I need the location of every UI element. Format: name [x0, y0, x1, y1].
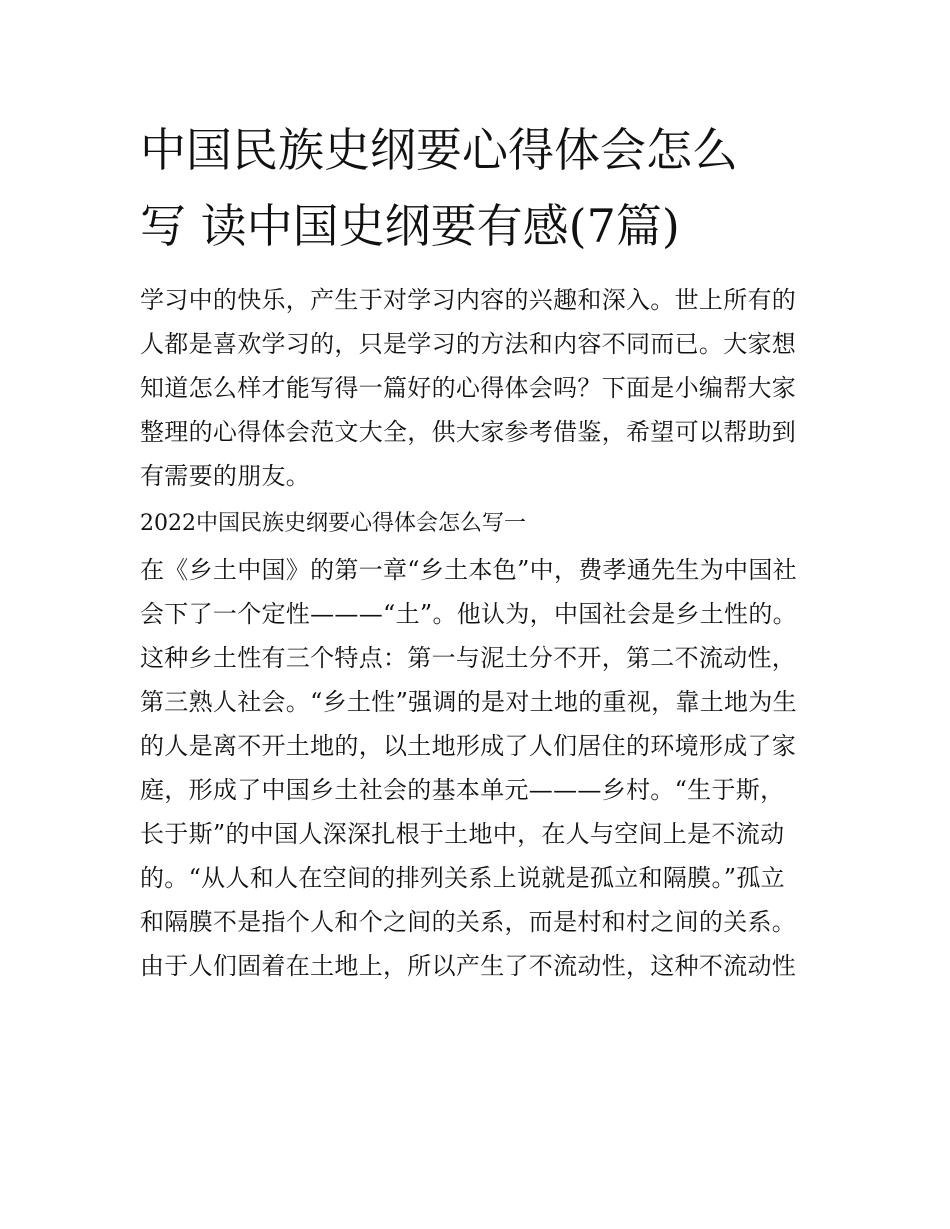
- text-line: 由于人们固着在土地上，所以产生了不流动性，这种不流动性: [140, 952, 797, 980]
- document-title: [140, 112, 810, 264]
- title-line: 写 读中国史纲要有感(7篇): [140, 199, 680, 253]
- text-line: 学习中的快乐，产生于对学习内容的兴趣和深入。世上所有的: [140, 286, 797, 314]
- intro-paragraph: [140, 278, 810, 498]
- section-heading: 2022中国民族史纲要心得体会怎么写一: [140, 511, 526, 536]
- text-line: 长于斯”的中国人深深扎根于土地中，在人与空间上是不流动: [140, 820, 785, 848]
- text-line: 的。“从人和人在空间的排列关系上说就是孤立和隔膜。”孤立: [140, 864, 785, 892]
- text-line: 在《乡土中国》的第一章“乡土本色”中，费孝通先生为中国社: [140, 556, 797, 584]
- text-line: 人都是喜欢学习的，只是学习的方法和内容不同而已。大家想: [140, 330, 797, 358]
- text-line: 和隔膜不是指个人和个之间的关系，而是村和村之间的关系。: [140, 908, 797, 936]
- text-line: 知道怎么样才能写得一篇好的心得体会吗？下面是小编帮大家: [140, 374, 797, 402]
- text-line: 会下了一个定性———“土”。他认为，中国社会是乡土性的。: [140, 600, 797, 628]
- text-line: 第三熟人社会。“乡土性”强调的是对土地的重视，靠土地为生: [140, 688, 797, 716]
- text-line: 有需要的朋友。: [140, 462, 311, 490]
- text-line: 的人是离不开土地的，以土地形成了人们居住的环境形成了家: [140, 732, 797, 760]
- title-line: 中国民族史纲要心得体会怎么: [140, 123, 738, 177]
- body-paragraph: [140, 548, 810, 988]
- text-line: 这种乡土性有三个特点：第一与泥土分不开，第二不流动性，: [140, 644, 797, 672]
- text-line: 整理的心得体会范文大全，供大家参考借鉴，希望可以帮助到: [140, 418, 797, 446]
- text-line: 庭，形成了中国乡土社会的基本单元———乡村。“生于斯，: [140, 776, 785, 804]
